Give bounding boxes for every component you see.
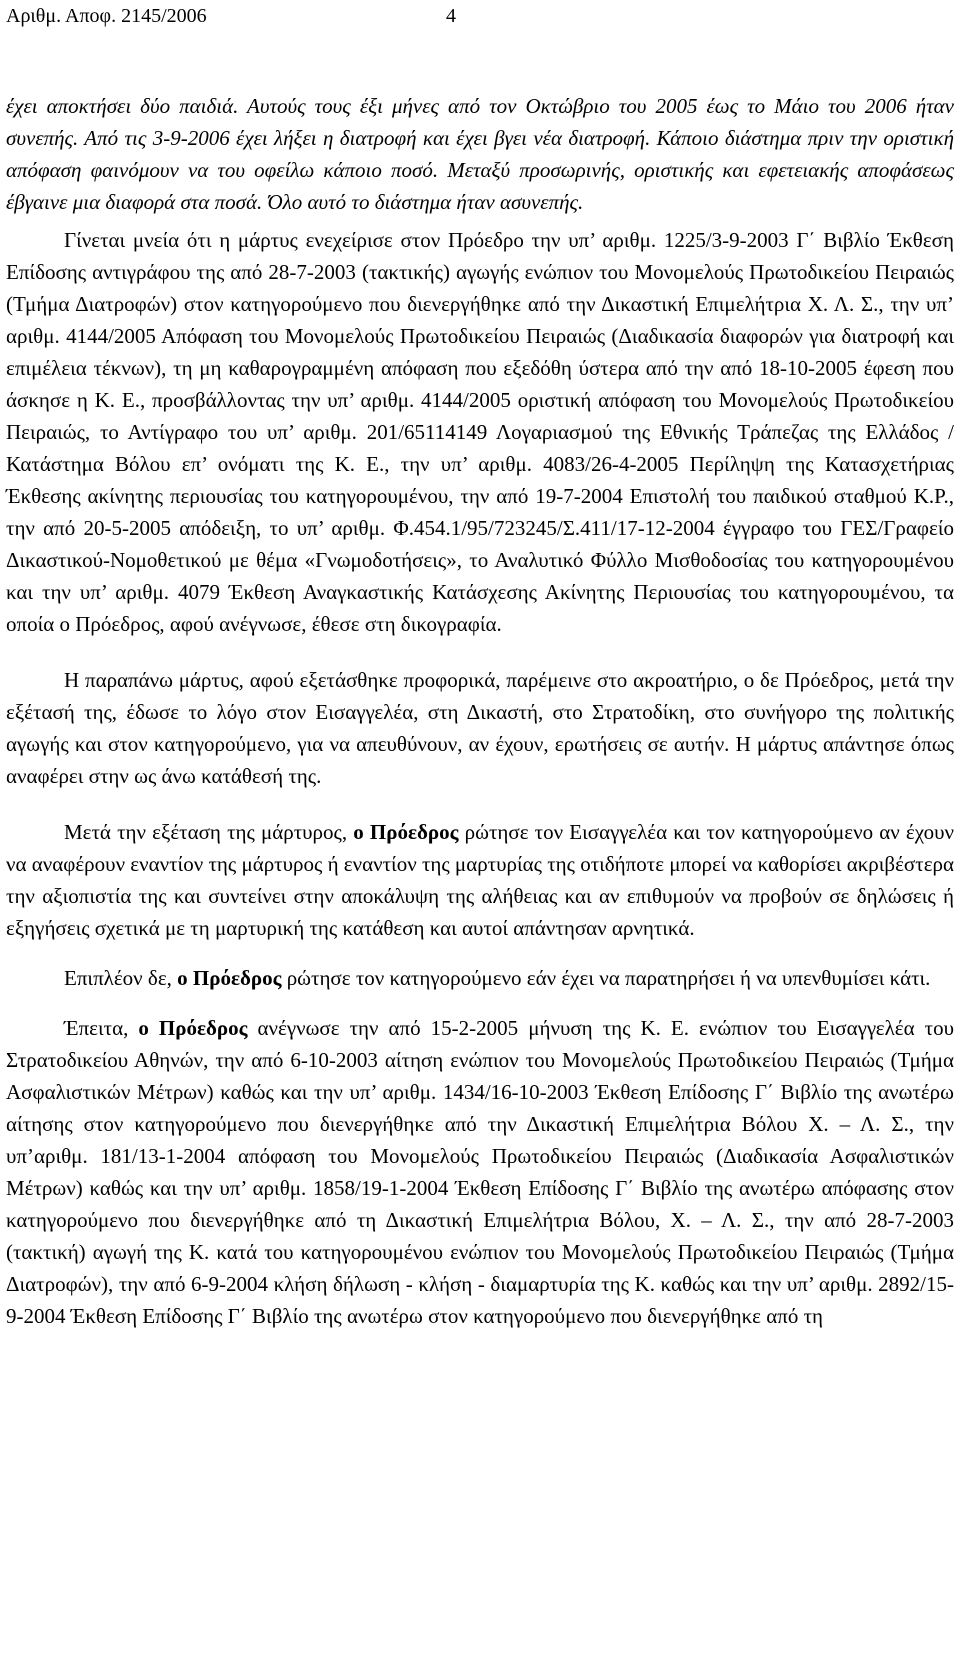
text-run: ρώτησε τον Εισαγγελέα και τον κατηγορούμενο αν έχουν να αναφέρουν εναντίον της μάρτυρος ή εναντίον της μαρτυρίας της οτιδήποτε μπορεί να καθορίσει ακριβέστερα την αξιοπιστία της και συντείνει στην αποκάλυψη της αλήθειας και αν επιθυμούν να προβούν σε δηλώσεις ή εξηγήσεις σχετικά με τη μαρτυρική της κατάθεση και αυτοί απάντησαν αρνητικά.: [6, 820, 954, 940]
document-body: [6, 90, 954, 1332]
decision-number: Αριθμ. Αποφ. 2145/2006: [6, 5, 207, 27]
text-run: έχει αποκτήσει δύο παιδιά. Αυτούς τους έξι μήνες από τον Οκτώβριο του 2005 έως το Μάιο του 2006 ήταν συνεπής. Από τις 3-9-2006 έχει λήξει η διατροφή και έχει βγει νέα διατροφή. Κάποιο διάστημα πριν την οριστική απόφαση φαινόμουν να του οφείλω κάποιο ποσό. Μεταξύ προσωρινής, οριστικής και εφετειακής αποφάσεως έβγαινε μια διαφορά στα ποσά. Όλο αυτό το διάστημα ήταν ασυνεπής.: [6, 94, 954, 214]
paragraph: [6, 816, 954, 944]
text-run: Μετά την εξέταση της μάρτυρος,: [64, 820, 354, 844]
page-header: [0, 0, 960, 30]
paragraph: [6, 90, 954, 218]
text-run: ανέγνωσε την από 15-2-2005 μήνυση της Κ. Ε. ενώπιον του Εισαγγελέα του Στρατοδικείου Αθηνών, την από 6-10-2003 αίτηση ενώπιον του Μονομελούς Πρωτοδικείου Πειραιώς (Τμήμα Ασφαλιστικών Μέτρων) καθώς και την υπ’ αριθμ. 1434/16-10-2003 Έκθεση Επίδοσης Γ΄ Βιβλίο της ανωτέρω αίτησης στον κατηγορούμενο που διενεργήθηκε από την Δικαστική Επιμελήτρια Βόλου Χ. – Λ. Σ., την υπ’αριθμ. 181/13-1-2004 απόφαση του Μονομελούς Πρωτοδικείου Πειραιώς (Διαδικασία Ασφαλιστικών Μέτρων) καθώς και την υπ’ αριθμ. 1858/19-1-2004 Έκθεση Επίδοσης Γ΄ Βιβλίο της ανωτέρω απόφασης στον κατηγορούμενο που διενεργήθηκε από τη Δικαστική Επιμελήτρια Βόλου, Χ. – Λ. Σ., την από 28-7-2003 (τακτική) αγωγή της Κ. κατά του κατηγορουμένου ενώπιον του Μονομελούς Πρωτοδικείου Πειραιώς (Τμήμα Διατροφών), την από 6-9-2004 κλήση δήλωση - κλήση - διαμαρτυρία της Κ. καθώς και την υπ’ αριθμ. 2892/15-9-2004 Έκθεση Επίδοσης Γ΄ Βιβλίο της ανωτέρω στον κατηγορούμενο που διενεργήθηκε από τη: [6, 1016, 955, 1328]
bold-text: ο Πρόεδρος: [138, 1016, 248, 1040]
paragraph: [6, 962, 954, 994]
text-run: Επιπλέον δε,: [64, 966, 178, 990]
text-run: ρώτησε τον κατηγορούμενο εάν έχει να παρατηρήσει ή να υπενθυμίσει κάτι.: [281, 966, 931, 990]
text-run: Γίνεται μνεία ότι η μάρτυς ενεχείρισε στον Πρόεδρο την υπ’ αριθμ. 1225/3-9-2003 Γ΄ Βιβλίο Έκθεση Επίδοσης αντιγράφου της από 28-7-2003 (τακτικής) αγωγής ενώπιον του Μονομελούς Πρωτοδικείου Πειραιώς (Τμήμα Διατροφών) στον κατηγορούμενο που διενεργήθηκε από την Δικαστική Επιμελήτρια Χ. Λ. Σ., την υπ’ αριθμ. 4144/2005 Απόφαση του Μονομελούς Πρωτοδικείου Πειραιώς (Διαδικασία διαφορών για διατροφή και επιμέλεια τέκνων), τη μη καθαρογραμμένη απόφαση που εξεδόθη ύστερα από την από 18-10-2005 έφεση που άσκησε η Κ. Ε., προσβάλλοντας την υπ’ αριθμ. 4144/2005 οριστική απόφαση του Μονομελούς Πρωτοδικείου Πειραιώς, το Αντίγραφο του υπ’ αριθμ. 201/65114149 Λογαριασμού της Εθνικής Τράπεζας της Ελλάδος / Κατάστημα Βόλου επ’ ονόματι της Κ. Ε., την υπ’ αριθμ. 4083/26-4-2005 Περίληψη της Κατασχετήριας Έκθεσης ακίνητης περιουσίας του κατηγορουμένου, την από 19-7-2004 Επιστολή του παιδικού σταθμού Κ.Ρ., την από 20-5-2005 απόδειξη, το υπ’ αριθμ. Φ.454.1/95/723245/Σ.411/17-12-2004 έγγραφο του ΓΕΣ/Γραφείο Δικαστικού-Νομοθετικού με θέμα «Γνωμοδοτήσεις», το Αναλυτικό Φύλλο Μισθοδοσίας του κατηγορουμένου και την υπ’ αριθμ. 4079 Έκθεση Αναγκαστικής Κατάσχεσης Ακίνητης Περιουσίας του κατηγορουμένου, τα οποία ο Πρόεδρος, αφού ανέγνωσε, έθεσε στη δικογραφία.: [6, 228, 954, 636]
paragraph: [6, 1012, 954, 1332]
text-run: Η παραπάνω μάρτυς, αφού εξετάσθηκε προφορικά, παρέμεινε στο ακροατήριο, ο δε Πρόεδρος, μετά την εξέτασή της, έδωσε το λόγο στον Εισαγγελέα, στη Δικαστή, στο Στρατοδίκη, στο συνήγορο της πολιτικής αγωγής και στον κατηγορούμενο, για να απευθύνουν, αν έχουν, ερωτήσεις σε αυτήν. Η μάρτυς απάντησε όπως αναφέρει στην ως άνω κατάθεσή της.: [6, 668, 954, 788]
bold-text: ο Πρόεδρος: [177, 966, 282, 990]
paragraph: [6, 224, 954, 640]
bold-text: ο Πρόεδρος: [353, 820, 459, 844]
text-run: Έπειτα,: [64, 1016, 139, 1040]
page-number: 4: [446, 5, 456, 27]
paragraph: [6, 664, 954, 792]
